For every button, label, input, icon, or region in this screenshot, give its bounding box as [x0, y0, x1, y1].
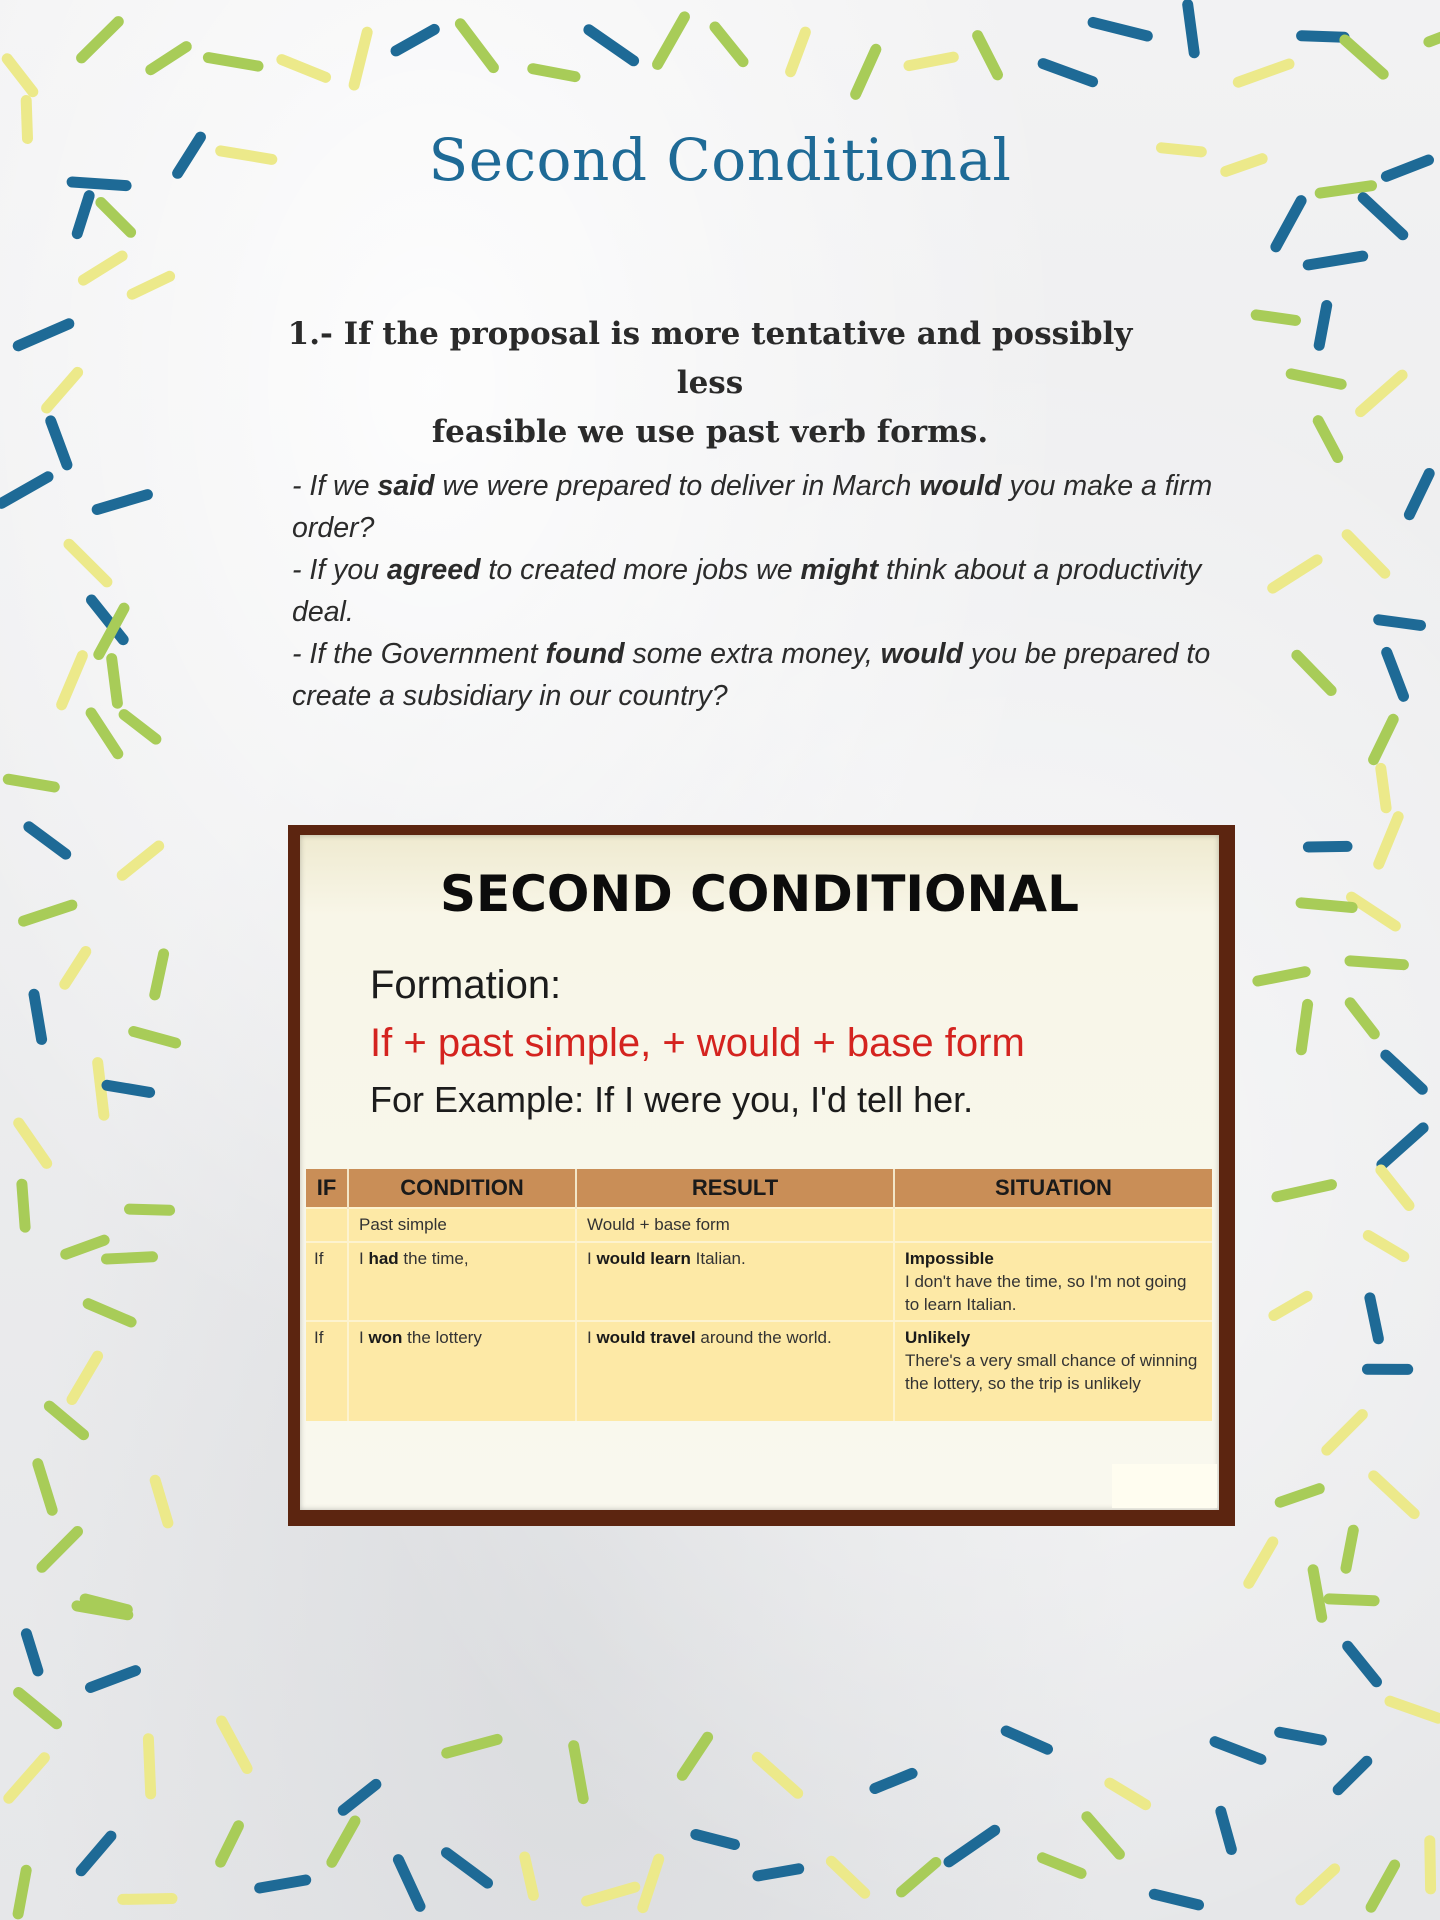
confetti-sprinkle — [1274, 1296, 1307, 1315]
confetti-sprinkle — [1301, 1004, 1307, 1049]
confetti-sprinkle — [1429, 27, 1440, 42]
header-if: IF — [306, 1169, 348, 1208]
confetti-sprinkle — [1374, 719, 1394, 759]
confetti-sprinkle — [1368, 1236, 1404, 1257]
confetti-sprinkle — [9, 1758, 45, 1799]
confetti-sprinkle — [1301, 903, 1352, 908]
confetti-sprinkle — [1110, 1783, 1146, 1805]
slide-formation-label: Formation: — [370, 963, 562, 1007]
confetti-sprinkle — [978, 36, 998, 75]
confetti-sprinkle — [155, 1480, 168, 1523]
confetti-sprinkle — [1258, 972, 1305, 981]
confetti-sprinkle — [19, 1123, 47, 1163]
cell-result: I would travel around the world. — [576, 1321, 894, 1421]
confetti-sprinkle — [107, 1257, 153, 1259]
confetti-sprinkle — [1006, 1731, 1047, 1749]
confetti-sprinkle — [19, 1693, 57, 1724]
confetti-sprinkle — [98, 1063, 104, 1116]
confetti-sprinkle — [1346, 1530, 1353, 1568]
rule-statement — [250, 310, 1170, 457]
confetti-sprinkle — [1361, 375, 1403, 412]
confetti-sprinkle — [1345, 40, 1383, 74]
confetti-sprinkle — [122, 846, 159, 875]
confetti-sprinkle — [1386, 1055, 1423, 1089]
confetti-sprinkle — [92, 600, 124, 640]
confetti-sprinkle — [66, 1240, 105, 1254]
table-row — [306, 1321, 1212, 1421]
confetti-sprinkle — [1347, 535, 1385, 574]
confetti-sprinkle — [51, 421, 67, 465]
confetti-sprinkle — [1276, 201, 1301, 247]
confetti-sprinkle — [902, 1863, 936, 1892]
confetti-sprinkle — [949, 1830, 995, 1862]
header-condition: CONDITION — [348, 1169, 576, 1208]
confetti-sprinkle — [85, 1599, 127, 1610]
confetti-sprinkle — [282, 60, 326, 78]
confetti-sprinkle — [132, 276, 169, 294]
confetti-sprinkle — [1221, 1811, 1232, 1849]
confetti-sprinkle — [97, 495, 147, 510]
confetti-sprinkle — [696, 1835, 735, 1845]
confetti-sprinkle — [525, 1857, 534, 1895]
confetti-sprinkle — [1382, 1128, 1423, 1165]
confetti-sprinkle — [1390, 1701, 1438, 1718]
confetti-sprinkle — [589, 30, 634, 61]
confetti-sprinkle — [18, 1870, 26, 1914]
confetti-sprinkle — [757, 1757, 797, 1793]
confetti-sprinkle — [112, 659, 118, 704]
confetti-sprinkle — [34, 994, 42, 1039]
confetti-sprinkle — [148, 1739, 150, 1794]
confetti-sprinkle — [1371, 1865, 1395, 1907]
confetti-sprinkle — [1093, 22, 1147, 36]
cell-result: Would + base form — [576, 1208, 894, 1242]
confetti-sprinkle — [1302, 36, 1345, 37]
confetti-sprinkle — [83, 256, 122, 280]
confetti-sprinkle — [1256, 315, 1295, 321]
confetti-sprinkle — [1277, 1185, 1332, 1197]
confetti-sprinkle — [1188, 5, 1195, 53]
cell-situation — [894, 1208, 1212, 1242]
confetti-sprinkle — [354, 32, 367, 85]
cell-if: If — [306, 1242, 348, 1321]
confetti-sprinkle — [682, 1737, 707, 1775]
slide-formula: If + past simple, + would + base form — [370, 1021, 1025, 1065]
confetti-sprinkle — [1379, 817, 1399, 864]
confetti-sprinkle — [134, 1032, 176, 1044]
cell-condition: I won the lottery — [348, 1321, 576, 1421]
confetti-sprinkle — [1, 477, 48, 504]
confetti-sprinkle — [1154, 1894, 1198, 1905]
conditional-table — [306, 1169, 1212, 1421]
confetti-sprinkle — [151, 47, 187, 70]
page-title: Second Conditional — [428, 126, 1012, 194]
confetti-sprinkle — [1308, 846, 1347, 847]
confetti-sprinkle — [1409, 474, 1429, 515]
cell-result: I would learn Italian. — [576, 1242, 894, 1321]
confetti-sprinkle — [29, 827, 66, 854]
confetti-sprinkle — [260, 1880, 306, 1888]
confetti-sprinkle — [1291, 374, 1341, 384]
confetti-sprinkle — [18, 324, 69, 346]
confetti-sprinkle — [82, 22, 119, 58]
confetti-sprinkle — [88, 1304, 131, 1322]
confetti-sprinkle — [1338, 1761, 1367, 1789]
confetti-sprinkle — [91, 713, 118, 754]
confetti-sprinkle — [1387, 652, 1404, 696]
confetti-sprinkle — [831, 1861, 864, 1893]
confetti-sprinkle — [49, 1406, 83, 1435]
confetti-sprinkle — [460, 24, 493, 68]
confetti-sprinkle — [1374, 1476, 1415, 1514]
confetti-sprinkle — [221, 1826, 239, 1862]
cell-situation: Unlikely There's a very small chance of winning the lottery, so the trip is unlikely — [894, 1321, 1212, 1421]
example-sentence: - If we said we were prepared to deliver in March would you make a firm order? — [292, 470, 1213, 544]
cell-if — [306, 1208, 348, 1242]
confetti-sprinkle — [62, 656, 83, 705]
rule-line-2: feasible we use past verb forms. — [431, 414, 989, 450]
confetti-sprinkle — [99, 608, 124, 654]
confetti-sprinkle — [856, 49, 876, 94]
confetti-sprinkle — [1348, 1646, 1377, 1682]
confetti-sprinkle — [1379, 620, 1421, 626]
confetti-sprinkle — [77, 196, 89, 234]
confetti-sprinkle — [8, 779, 54, 787]
confetti-sprinkle — [124, 715, 156, 740]
confetti-sprinkle — [1301, 1869, 1335, 1900]
confetti-sprinkle — [22, 1184, 25, 1227]
slide-example: For Example: If I were you, I'd tell her. — [370, 1079, 974, 1120]
confetti-sprinkle — [47, 372, 78, 408]
confetti-sprinkle — [1297, 655, 1331, 690]
confetti-sprinkle — [1249, 1542, 1273, 1583]
confetti-sprinkle — [24, 905, 72, 921]
confetti-sprinkle — [1381, 1170, 1409, 1206]
confetti-sprinkle — [1042, 1858, 1081, 1874]
confetti-sprinkle — [101, 203, 131, 233]
confetti-sprinkle — [343, 1784, 376, 1810]
confetti-sprinkle — [26, 1634, 38, 1671]
confetti-sprinkle — [1308, 256, 1363, 265]
second-conditional-slide-image — [288, 825, 1235, 1526]
confetti-sprinkle — [1087, 1817, 1120, 1855]
table-header-row — [306, 1169, 1212, 1208]
confetti-sprinkle — [447, 1853, 488, 1883]
confetti-sprinkle — [208, 58, 258, 67]
confetti-sprinkle — [1350, 1003, 1374, 1034]
confetti-sprinkle — [1370, 1298, 1379, 1339]
confetti-sprinkle — [658, 17, 685, 65]
confetti-sprinkle — [1318, 421, 1338, 458]
confetti-sprinkle — [69, 544, 107, 582]
cell-if: If — [306, 1321, 348, 1421]
confetti-sprinkle — [1381, 768, 1386, 807]
confetti-sprinkle — [791, 32, 806, 72]
confetti-sprinkle — [155, 954, 164, 995]
cell-situation: Impossible I don't have the time, so I'm not going to learn Italian. — [894, 1242, 1212, 1321]
slide-corner-patch — [1112, 1464, 1217, 1508]
confetti-sprinkle — [909, 57, 953, 66]
confetti-sprinkle — [447, 1739, 498, 1753]
confetti-sprinkle — [1329, 1599, 1374, 1601]
cell-condition: Past simple — [348, 1208, 576, 1242]
confetti-sprinkle — [81, 1836, 111, 1871]
confetti-sprinkle — [1280, 1489, 1319, 1503]
confetti-sprinkle — [1280, 1732, 1322, 1740]
confetti-sprinkle — [758, 1869, 799, 1876]
confetti-sprinkle — [1363, 198, 1403, 235]
slide-board — [300, 835, 1219, 1510]
confetti-sprinkle — [1273, 560, 1317, 588]
confetti-sprinkle — [643, 1859, 659, 1908]
confetti-sprinkle — [1043, 64, 1093, 82]
confetti-sprinkle — [72, 1356, 98, 1399]
confetti-sprinkle — [533, 69, 575, 77]
confetti-sprinkle — [1430, 1841, 1431, 1889]
confetti-sprinkle — [38, 1464, 52, 1511]
confetti-sprinkle — [130, 1209, 170, 1210]
confetti-sprinkle — [107, 1085, 150, 1092]
confetti-sprinkle — [1350, 961, 1403, 965]
example-sentence: - If you agreed to created more jobs we might think about a productivity deal. — [292, 554, 1202, 628]
table-row — [306, 1242, 1212, 1321]
confetti-sprinkle — [65, 952, 86, 985]
confetti-sprinkle — [1238, 64, 1289, 82]
confetti-sprinkle — [77, 1606, 128, 1615]
confetti-sprinkle — [875, 1773, 912, 1788]
confetti-sprinkle — [42, 1532, 78, 1568]
confetti-sprinkle — [332, 1821, 355, 1862]
confetti-sprinkle — [715, 27, 743, 62]
header-situation: SITUATION — [894, 1169, 1212, 1208]
confetti-sprinkle — [222, 1721, 248, 1769]
slide-title: SECOND CONDITIONAL — [440, 865, 1079, 923]
confetti-sprinkle — [123, 1899, 172, 1900]
confetti-sprinkle — [91, 1671, 136, 1688]
confetti-sprinkle — [1313, 1570, 1322, 1618]
table-row — [306, 1208, 1212, 1242]
confetti-sprinkle — [574, 1746, 584, 1799]
confetti-sprinkle — [1352, 897, 1396, 926]
rule-line-1: 1.- If the proposal is more tentative and possibly less — [287, 316, 1133, 401]
example-sentence: - If the Government found some extra money, would you be prepared to create a subsidiary in our country? — [292, 638, 1211, 712]
header-result: RESULT — [576, 1169, 894, 1208]
confetti-sprinkle — [587, 1887, 635, 1901]
confetti-sprinkle — [1327, 1415, 1363, 1451]
confetti-sprinkle — [396, 29, 434, 51]
confetti-sprinkle — [1319, 306, 1327, 346]
confetti-sprinkle — [398, 1860, 420, 1907]
example-sentences — [292, 465, 1242, 717]
cell-condition: I had the time, — [348, 1242, 576, 1321]
confetti-sprinkle — [1215, 1742, 1261, 1760]
confetti-sprinkle — [7, 59, 33, 92]
